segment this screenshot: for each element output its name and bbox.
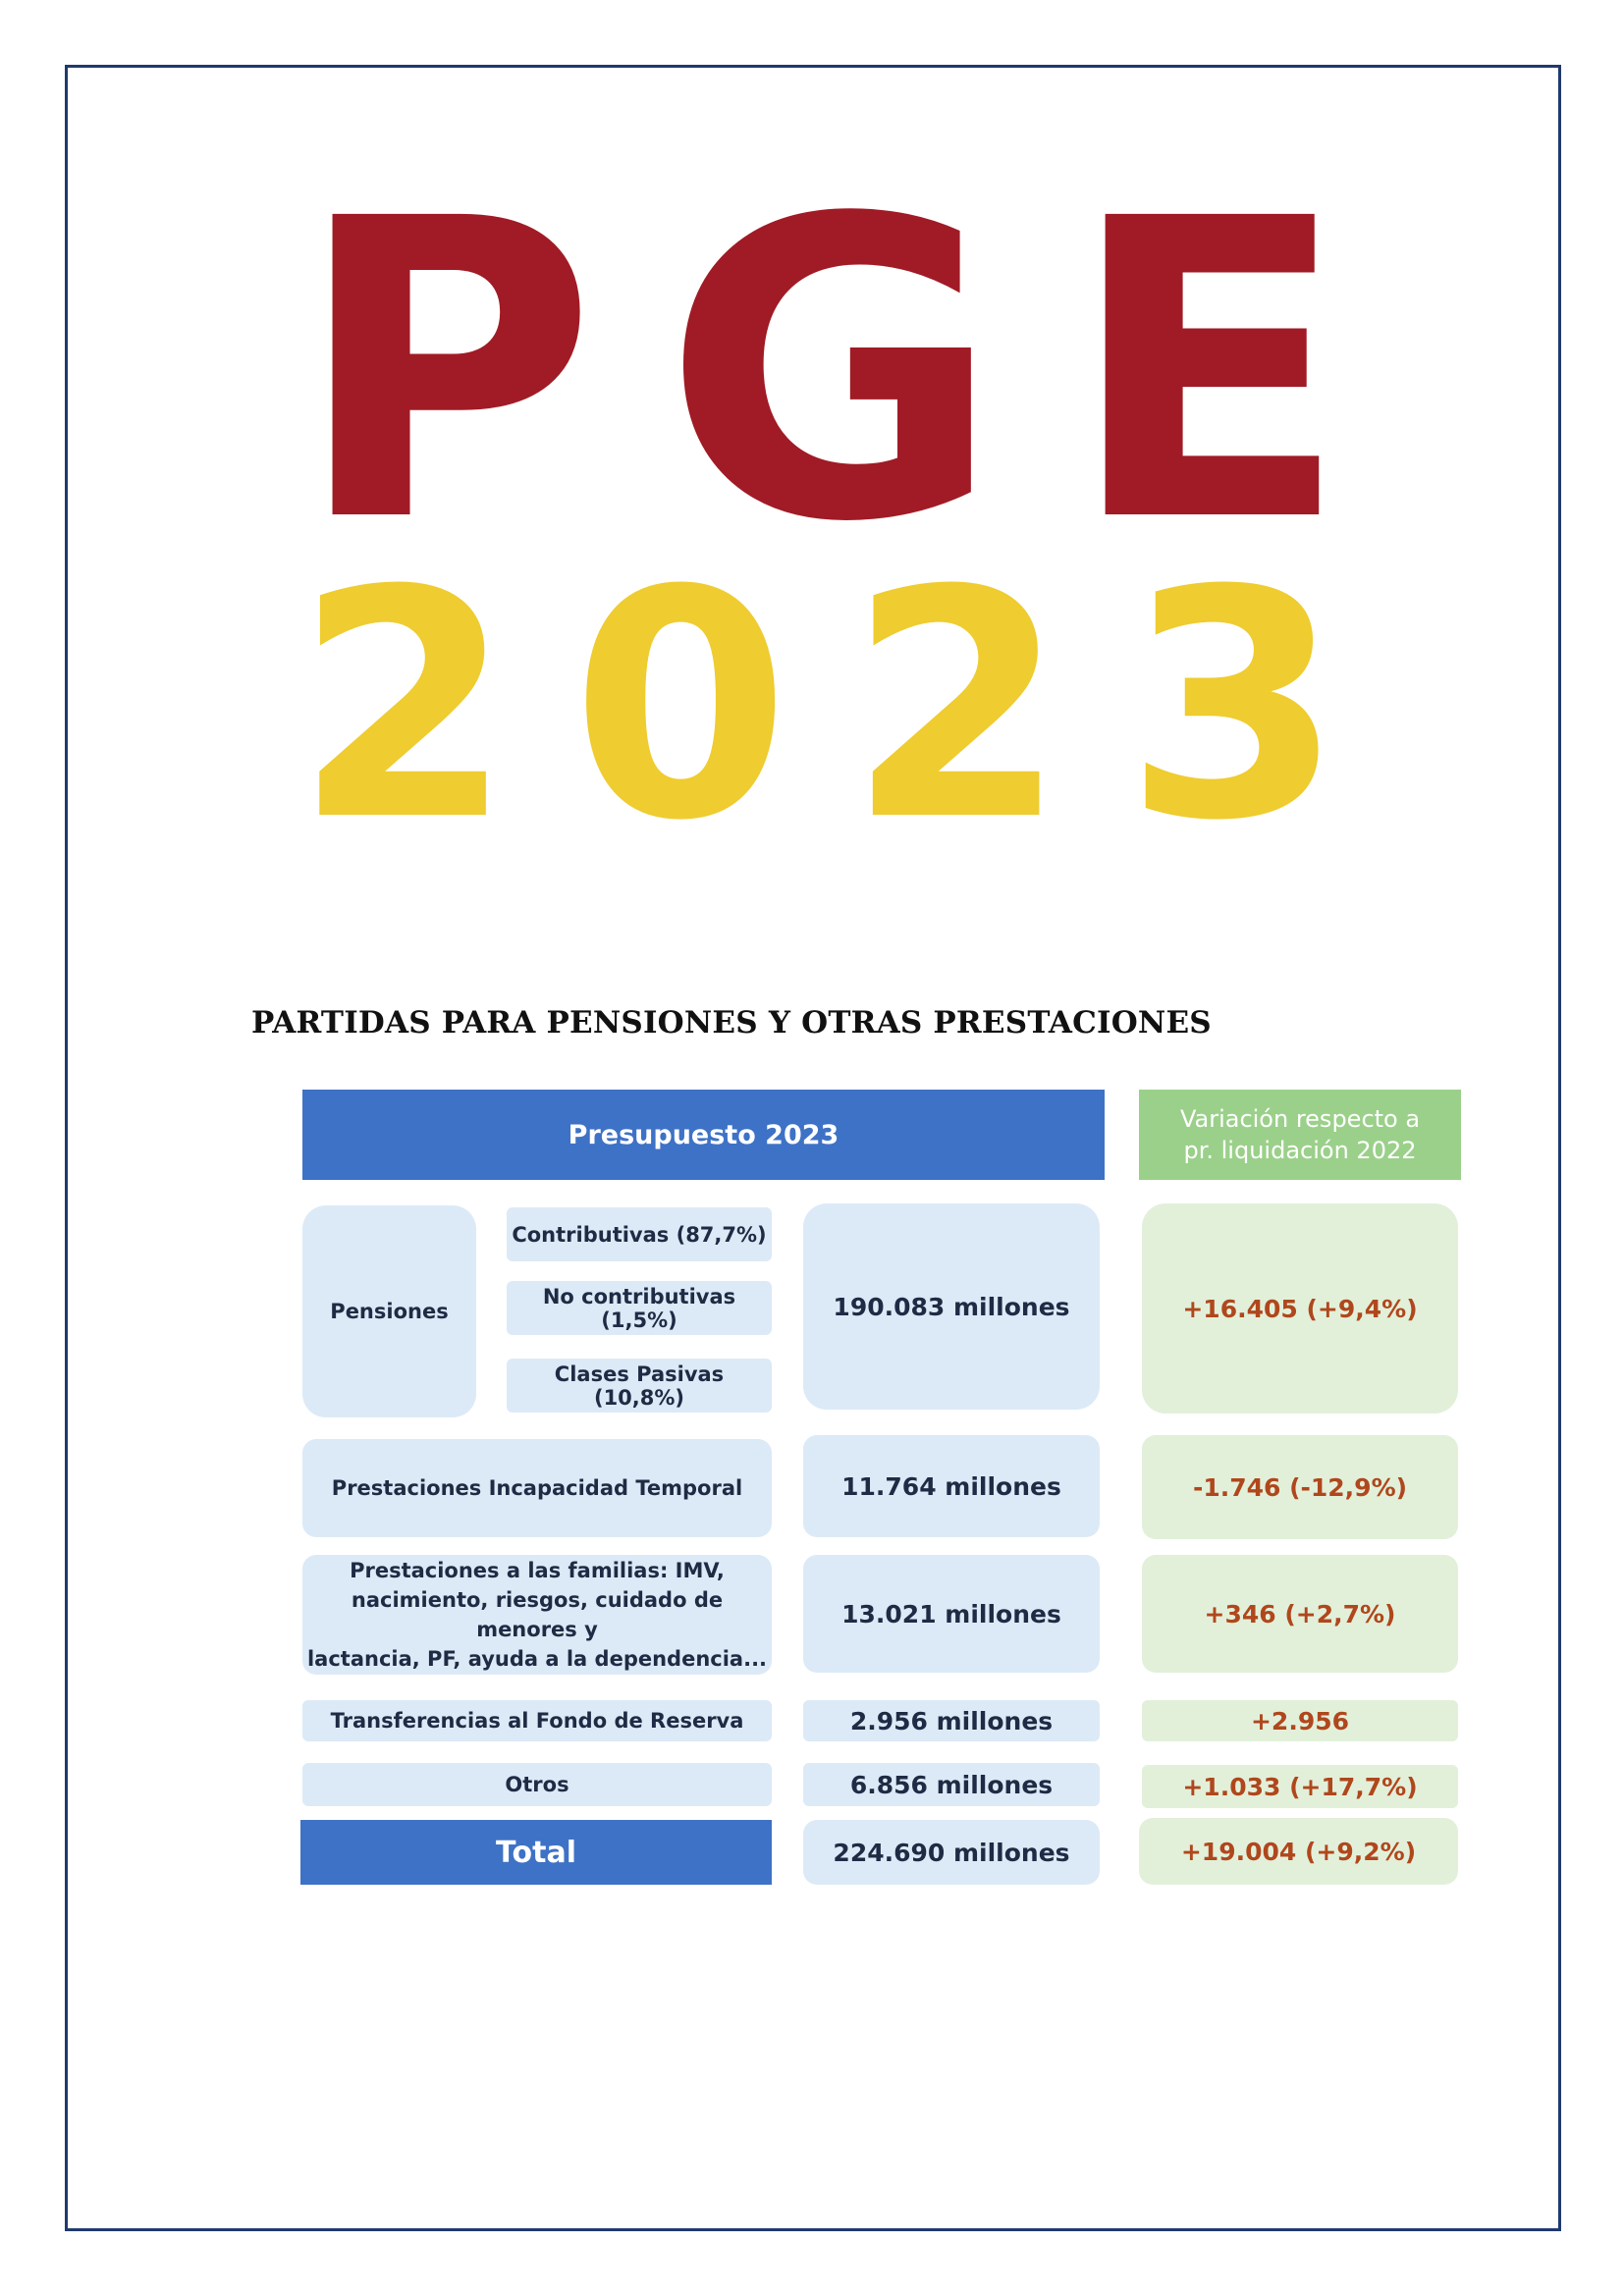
row-value-otros: 6.856 millones: [803, 1763, 1100, 1806]
row-value-fondo-reserva: 2.956 millones: [803, 1700, 1100, 1741]
header-budget: Presupuesto 2023: [302, 1090, 1105, 1180]
logo-letter: P: [295, 133, 591, 613]
row-label-otros: Otros: [302, 1763, 772, 1806]
row-variation-familias: +346 (+2,7%): [1142, 1555, 1458, 1673]
logo-title: [295, 133, 1343, 613]
pensions-value: 190.083 millones: [803, 1203, 1100, 1410]
total-label: Total: [300, 1820, 772, 1885]
total-variation: +19.004 (+9,2%): [1139, 1818, 1458, 1885]
pensions-sub-contributivas: Contributivas (87,7%): [507, 1207, 772, 1261]
row-variation-fondo-reserva: +2.956: [1142, 1700, 1458, 1741]
row-label-incapacidad: Prestaciones Incapacidad Temporal: [302, 1439, 772, 1537]
total-value: 224.690 millones: [803, 1820, 1100, 1885]
header-variation-line: Variación respecto a: [1179, 1105, 1421, 1133]
row-label-line: lactancia, PF, ayuda a la dependencia...: [306, 1647, 768, 1671]
row-label-line: Prestaciones a las familias: IMV,: [350, 1559, 725, 1582]
row-value-incapacidad: 11.764 millones: [803, 1435, 1100, 1537]
row-label-fondo-reserva: Transferencias al Fondo de Reserva: [302, 1700, 772, 1741]
logo-digit: 0: [570, 524, 790, 889]
row-label-line: nacimiento, riesgos, cuidado de menores y: [351, 1588, 724, 1641]
logo-digit: 2: [847, 524, 1067, 889]
section-heading: PARTIDAS PARA PENSIONES Y OTRAS PRESTACIONES: [251, 1005, 1212, 1041]
pensions-sub-clases-pasivas: Clases Pasivas (10,8%): [507, 1359, 772, 1413]
row-variation-incapacidad: -1.746 (-12,9%): [1142, 1435, 1458, 1539]
logo-letter: G: [663, 133, 996, 613]
header-variation: [1139, 1090, 1461, 1180]
row-value-familias: 13.021 millones: [803, 1555, 1100, 1673]
header-variation-line: pr. liquidación 2022: [1183, 1137, 1417, 1164]
pensions-variation: +16.405 (+9,4%): [1142, 1203, 1458, 1414]
logo-digit: 2: [295, 524, 514, 889]
logo-letter: E: [1067, 133, 1343, 613]
pensions-label: Pensiones: [302, 1205, 476, 1417]
logo-year: [295, 524, 1343, 889]
row-variation-otros: +1.033 (+17,7%): [1142, 1765, 1458, 1808]
pensions-sub-no-contributivas: No contributivas (1,5%): [507, 1281, 772, 1335]
row-label-familias: [302, 1555, 772, 1675]
logo-digit: 3: [1124, 524, 1343, 889]
